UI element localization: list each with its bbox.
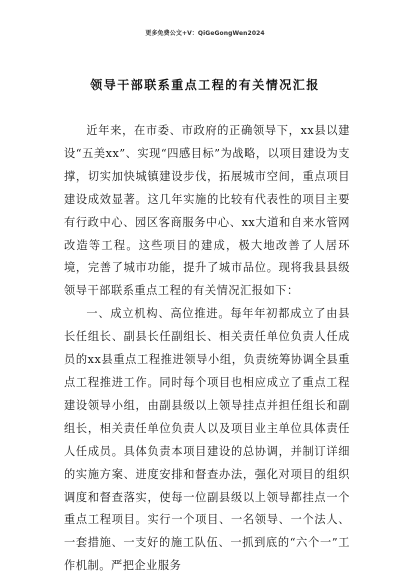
section-one-paragraph: 一、成立机构、高位推进。每年年初都成立了由县长任组长、副县长任副组长、相关责任单位负责人任成员的xx县重点工程推进领导小组，负责统筹协调全县重点工程推进工作。同时每个项目也相应成立了重点工程建设领导小组，由副县级以上领导挂点并担任组长和副组长，相关责任单位负责人以及项目业主单位具体责任人任成员。具体负责本项目建设的总协调，并制订详细的实施方案、进度安排和督查办法，强化对项目的组织调度和督查落实，使每一位副县级以上领导都挂点一个重点工程项目。实行一个项目、一名领导、一个法人、一套措施、一支好的施工队伍、一抓到底的“六个一”工作机制。严把企业服务 [64,307,350,573]
header-note: 更多免费公文+V：QiGeGongWen2024 [145,30,265,37]
intro-paragraph: 近年来，在市委、市政府的正确领导下，xx县以建设“五美xx”、实现“四感目标”为战略，以项目建设为支撑，切实加快城镇建设步伐，拓展城市空间，重点项目建设成效显著。这几年实施的比较有代表性的项目主要有行政中心、园区客商服务中心、xx大道和自来水管网改造等工程。这些项目的建成，极大地改善了人居环境，完善了城市功能，提升了城市品位。现将我县县级领导干部联系重点工程的有关情况汇报如下： [64,124,350,298]
document-title: 领导干部联系重点工程的有关情况汇报 [90,78,320,92]
document-body [64,120,350,578]
